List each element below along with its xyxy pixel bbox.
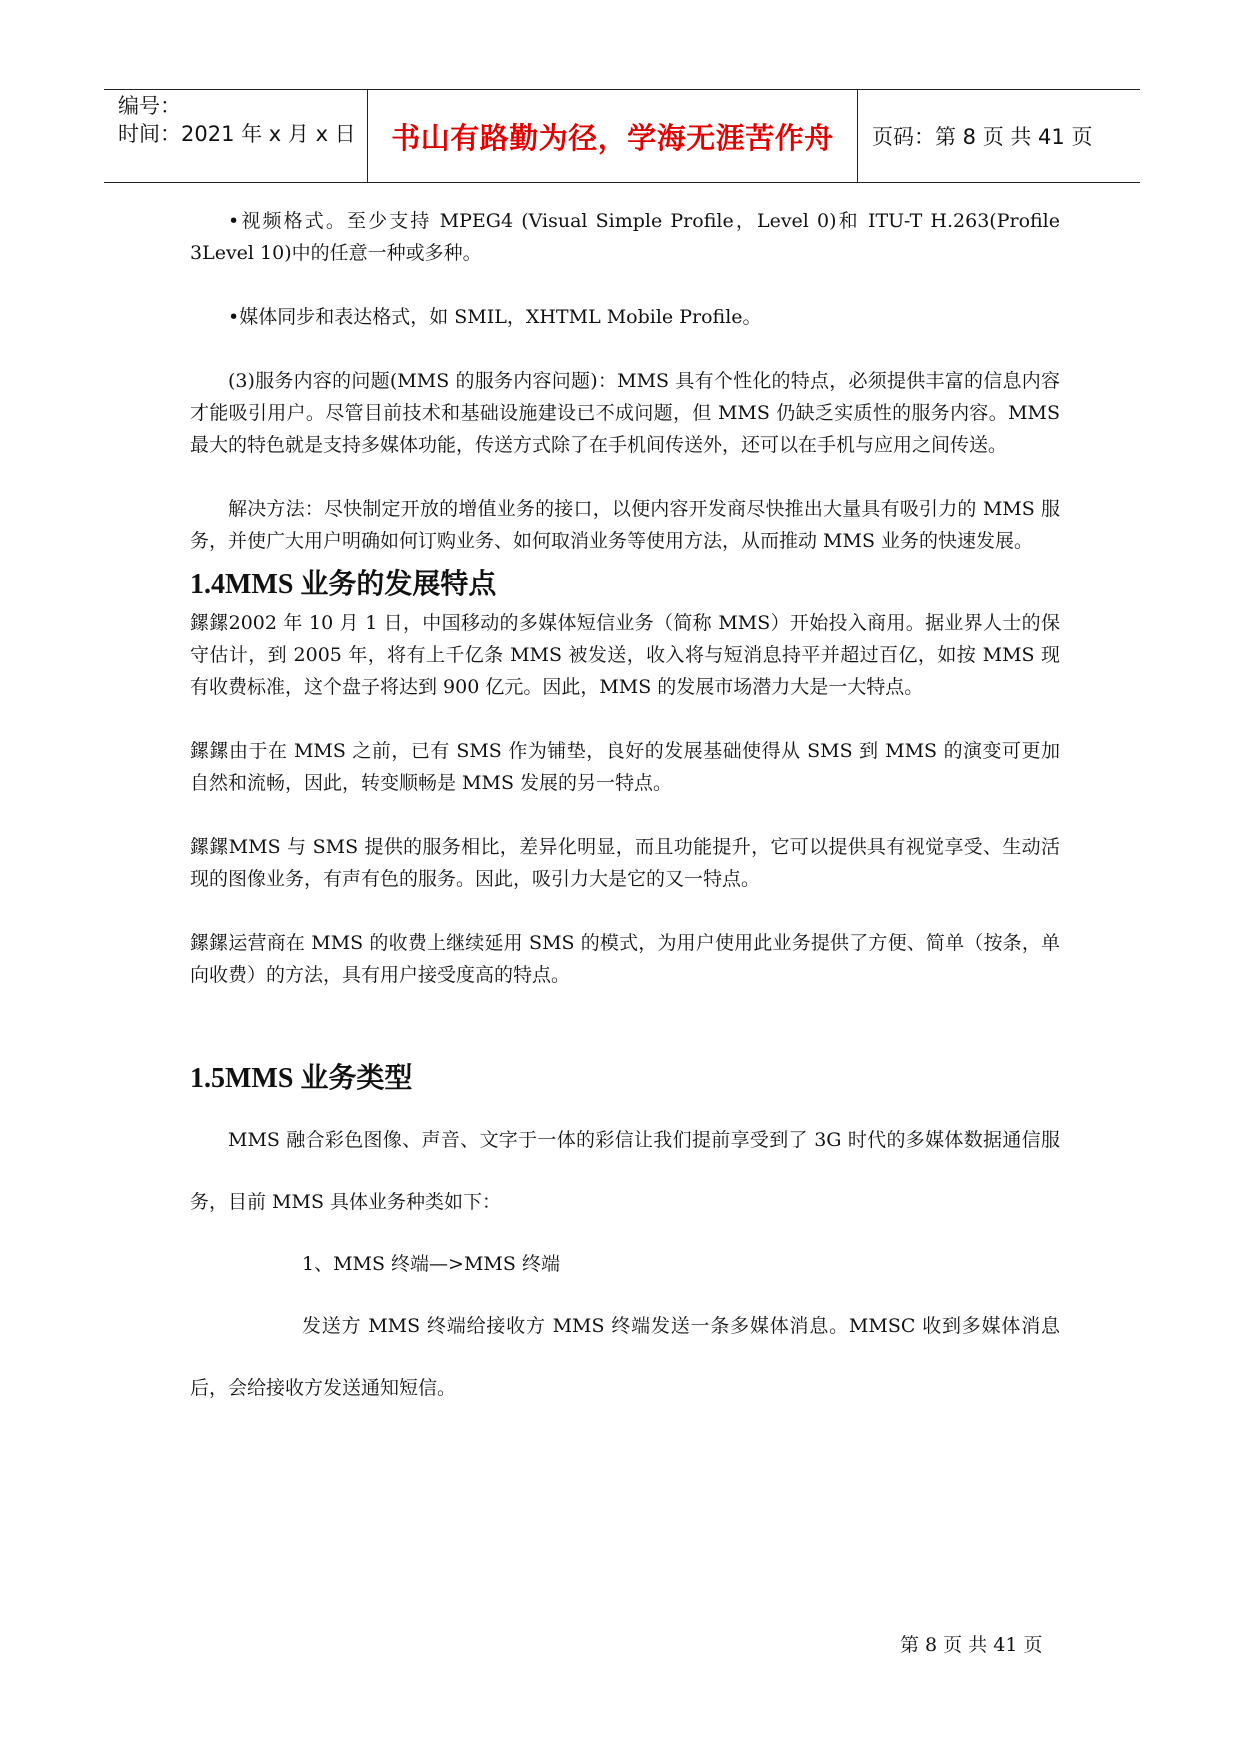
paragraph-1-5-terminal-desc: 发送方 MMS 终端给接收方 MMS 终端发送一条多媒体消息。MMSC 收到多媒体消息后，会给接收方发送通知短信。 (190, 1315, 1060, 1399)
header-page-label: 页码：第 8 页 共 41 页 (872, 125, 1093, 149)
header-time-label: 时间：2021 年 x 月 x 日 (118, 122, 356, 146)
paragraph-video-format: •视频格式。至少支持 MPEG4 (Visual Simple Profile，Level 0)和 ITU-T H.263(Profile 3Level 10)中的任意一种或多种。 (190, 210, 1060, 264)
paragraph-1-5-intro: MMS 融合彩色图像、声音、文字于一体的彩信让我们提前享受到了 3G 时代的多媒体数据通信服务，目前 MMS 具体业务种类如下： (190, 1129, 1060, 1213)
paragraph-solution: 解决方法：尽快制定开放的增值业务的接口，以便内容开发商尽快推出大量具有吸引力的 MMS 服务，并使广大用户明确如何订购业务、如何取消业务等使用方法，从而推动 MMS 业务的快速发展。 (190, 498, 1060, 552)
paragraph-media-format: •媒体同步和表达格式，如 SMIL，XHTML Mobile Profile。 (228, 306, 762, 328)
paragraph-1-4-market: 鏍鏍2002 年 10 月 1 日，中国移动的多媒体短信业务（简称 MMS）开始投入商用。据业界人士的保守估计，到 2005 年，将有上千亿条 MMS 被发送，收入将与短消息持平并超过百亿，如按 MMS 现有收费标准，这个盘子将达到 900 亿元。因此，MMS 的发展市场潜力大是一大特点。 (190, 612, 1060, 698)
page-footer: 第 8 页 共 41 页 (900, 1634, 1043, 1656)
paragraph-service-content: (3)服务内容的问题(MMS 的服务内容问题)：MMS 具有个性化的特点，必须提供丰富的信息内容才能吸引用户。尽管目前技术和基础设施建设已不成问题，但 MMS 仍缺乏实质性的服务内容。MMS 最大的特色就是支持多媒体功能，传送方式除了在手机间传送外，还可以在手机与应用之间传送。 (190, 370, 1060, 456)
header-meta (104, 90, 368, 182)
heading-section-1-5: 1.5MMS 业务类型 (190, 1063, 413, 1094)
list-item-terminal-to-terminal: 1、MMS 终端—>MMS 终端 (302, 1253, 560, 1275)
paragraph-1-4-transition: 鏍鏍由于在 MMS 之前，已有 SMS 作为铺垫，良好的发展基础使得从 SMS 到 MMS 的演变可更加自然和流畅，因此，转变顺畅是 MMS 发展的另一特点。 (190, 740, 1060, 794)
paragraph-1-4-attraction: 鏍鏍MMS 与 SMS 提供的服务相比，差异化明显，而且功能提升，它可以提供具有视觉享受、生动活现的图像业务，有声有色的服务。因此，吸引力大是它的又一特点。 (190, 836, 1060, 890)
document-header (104, 89, 1140, 183)
paragraph-1-4-charging: 鏍鏍运营商在 MMS 的收费上继续延用 SMS 的模式，为用户使用此业务提供了方便、简单（按条，单向收费）的方法，具有用户接受度高的特点。 (190, 932, 1060, 986)
header-number-label: 编号： (118, 94, 181, 118)
heading-section-1-4: 1.4MMS 业务的发展特点 (190, 569, 497, 600)
header-motto: 书山有路勤为径，学海无涯苦作舟 (368, 90, 858, 182)
document-body (190, 205, 1060, 1419)
